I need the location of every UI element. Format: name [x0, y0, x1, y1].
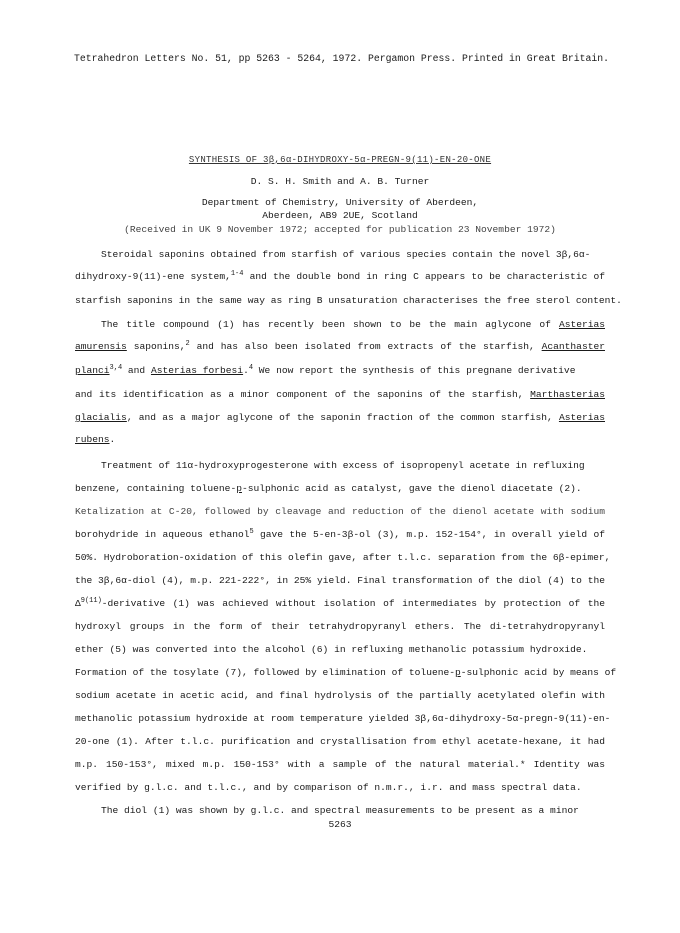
paragraph-3-line-10: Formation of the tosylate (7), followed by elimination of toluene-p-sulphonic acid by means of	[75, 667, 617, 678]
journal-header: Tetrahedron Letters No. 51, pp 5263 - 5264, 1972. Pergamon Press. Printed in Great Britain.	[74, 53, 609, 64]
received-dates: (Received in UK 9 November 1972; accepted for publication 23 November 1972)	[124, 224, 556, 235]
paragraph-4-line-1: The diol (1) was shown by g.l.c. and spectral measurements to be present as a minor	[101, 805, 579, 816]
paragraph-3-line-5: 50%. Hydroboration-oxidation of this olefin gave, after t.l.c. separation from the 6β-epimer,	[75, 552, 611, 563]
article-title: SYNTHESIS OF 3β,6α-DIHYDROXY-5α-PREGN-9(11)-EN-20-ONE	[188, 155, 492, 165]
paragraph-3-line-11: sodium acetate in acetic acid, and final hydrolysis of the partially acetylated olefin with	[75, 690, 605, 701]
paragraph-2-line-3: planci$^{3,4}$ and Asterias forbesi.$^4$ We now report the synthesis of this pregnane derivative	[75, 364, 576, 376]
paragraph-3-line-12: methanolic potassium hydroxide at room temperature yielded 3β,6α-dihydroxy-5α-pregn-9(11)-en-	[75, 713, 611, 724]
paragraph-3-line-7: $\Delta^{9(11)}$-derivative (1) was achieved without isolation of intermediates by protection of the	[75, 597, 605, 609]
authors: D. S. H. Smith and A. B. Turner	[250, 176, 430, 187]
paragraph-3-line-2: benzene, containing toluene-p-sulphonic acid as catalyst, gave the dienol diacetate (2).	[75, 483, 582, 494]
paragraph-3-line-1: Treatment of 11α-hydroxyprogesterone with excess of isopropenyl acetate in refluxing	[101, 460, 585, 471]
paragraph-3-line-13: 20-one (1). After t.l.c. purification and crystallisation from ethyl acetate-hexane, it had	[75, 736, 605, 747]
paragraph-3-line-9: ether (5) was converted into the alcohol (6) in refluxing methanolic potassium hydroxide.	[75, 644, 588, 655]
paragraph-1-line-3: starfish saponins in the same way as ring B unsaturation characterises the free sterol content.	[75, 295, 622, 306]
paragraph-1-line-2: dihydroxy-9(11)-ene system,$^{1-4}$ and the double bond in ring C appears to be characteristic of	[75, 270, 605, 282]
page-number: 5263	[328, 819, 352, 830]
paragraph-2-line-5: glacialis, and as a major aglycone of the saponin fraction of the common starfish, Asterias	[75, 412, 605, 423]
paragraph-2-line-4: and its identification as a minor component of the saponins of the starfish, Marthasterias	[75, 389, 605, 400]
paragraph-1-line-1: Steroidal saponins obtained from starfish of various species contain the novel 3β,6α-	[101, 249, 591, 260]
paragraph-3-line-8: hydroxyl groups in the form of their tetrahydropyranyl ethers. The di-tetrahydropyranyl	[75, 621, 605, 632]
paragraph-3-line-3: Ketalization at C-20, followed by cleavage and reduction of the dienol acetate with sodium	[75, 506, 605, 517]
paragraph-3-line-4: borohydride in aqueous ethanol$^5$ gave the 5-en-3β-ol (3), m.p. 152-154°, in overall yield of	[75, 528, 605, 540]
paragraph-2-line-2: amurensis saponins,$^2$ and has also been isolated from extracts of the starfish, Acanthaster	[75, 340, 605, 352]
affiliation-line-2: Aberdeen, AB9 2UE, Scotland	[262, 210, 418, 221]
paragraph-2-line-1: The title compound (1) has recently been shown to be the main aglycone of Asterias	[101, 319, 605, 330]
affiliation-line-1: Department of Chemistry, University of Aberdeen,	[201, 197, 479, 208]
paragraph-2-line-6: rubens.	[75, 434, 116, 445]
paragraph-3-line-6: the 3β,6α-diol (4), m.p. 221-222°, in 25% yield. Final transformation of the diol (4) to the	[75, 575, 605, 586]
paragraph-3-line-15: verified by g.l.c. and t.l.c., and by comparison of n.m.r., i.r. and mass spectral data.	[75, 782, 582, 793]
paragraph-3-line-14: m.p. 150-153°, mixed m.p. 150-153° with a sample of the natural material.* Identity was	[75, 759, 605, 770]
